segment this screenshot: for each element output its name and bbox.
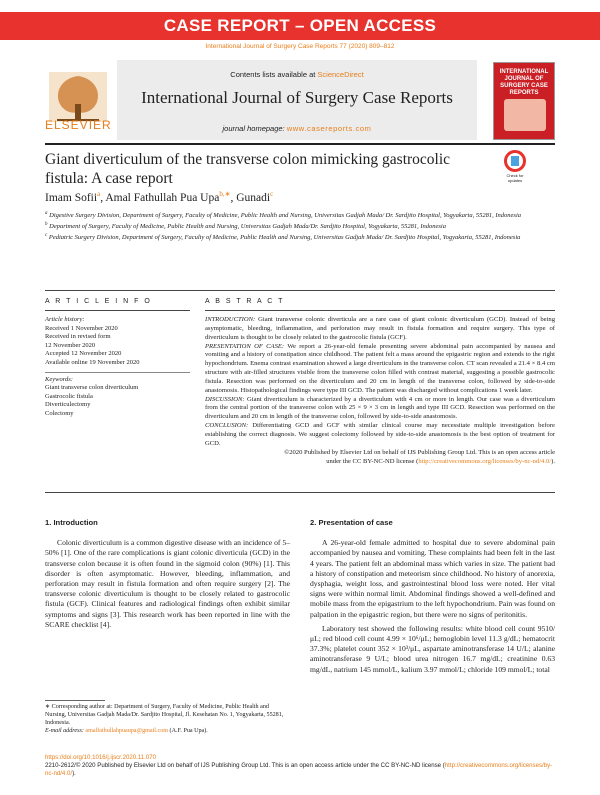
info-divider xyxy=(45,372,190,373)
author-affil-marker[interactable]: b,∗ xyxy=(219,190,231,198)
license-link[interactable]: http://creativecommons.org/licenses/by-nc-nd/4.0/ xyxy=(418,457,552,465)
abstract-discussion: DISCUSSION: Giant diverticulum is characterized by a diverticulum with 4 cm or more in length. Our case was a diverticulum from the central portion of the transverse colon with 25 × 9 × 3 cm in length and type III GCD. Resection was performed on the diverticulum and 20 cm in length of the transverse colon, followed by side-to-side anastomosis. xyxy=(205,395,555,421)
history-label: Article history: xyxy=(45,316,85,323)
journal-homepage xyxy=(117,124,477,133)
author-list: Imam Sofii$^a$, Amal Fathullah Pua Upa$^{b,∗}$, Gunadi$^c$ xyxy=(45,190,274,204)
section-rule xyxy=(45,290,555,291)
cover-graphic xyxy=(504,99,546,131)
doi-link[interactable]: https://doi.org/10.1016/j.ijscr.2020.11.070 xyxy=(45,754,157,761)
abstract-introduction: INTRODUCTION: Giant transverse colonic diverticula are a rare case of giant colonic diverticulum (GCD). Instead of being asymptomatic, bleeding, inflammation, and perforation may result in fistula formation and require surgery. This type of diverticulum is thought to be closely related to the gastrocolic fistula (GCF). xyxy=(205,316,555,341)
author-affil-marker[interactable]: a xyxy=(97,190,101,198)
keyword-item: Diverticulectomy xyxy=(45,401,91,409)
keyword-item: Gastrocolic fistula xyxy=(45,392,93,400)
open-access-banner: CASE REPORT – OPEN ACCESS xyxy=(0,12,600,40)
journal-title: International Journal of Surgery Case Reports xyxy=(141,88,453,107)
journal-cover-image xyxy=(493,62,555,140)
article-info-rule xyxy=(45,310,190,311)
case-heading: 2. Presentation of case xyxy=(310,518,393,527)
footnote-rule xyxy=(45,700,105,701)
header-rule xyxy=(45,143,555,145)
corresponding-address: ∗ Corresponding author at: Department of Surgery, Faculty of Medicine, Public Health and Nursing, Universitas Gadjah Mada/Dr. Sardjito Hospital, Jl. Kesehatan No. 1, Yogyakarta, 55281, Indonesia. xyxy=(45,704,284,726)
email-link[interactable]: amalfathullahpuaupa@gmail.com xyxy=(85,728,169,734)
history-item: Received in revised form xyxy=(45,333,111,341)
homepage-label: journal homepage: xyxy=(222,124,287,133)
case-paragraph: A 26-year-old female admitted to hospital due to severe abdominal pain accompanied by nausea and vomiting. These complaints had been felt in the last 4 years. The patient felt an abdominal mass which varies in size. The patient had a history of constipation and meteorism since childhood. No history of anorexia, dysphagia, weight loss, and gastrointestinal blood loss were noted. Her vital signs were within normal limit. Abdominal findings showed a well-defined and mobile mass from the epigastrium to the left hypochondrium. Pain was found on palpation in the epigastric region, but there were no signs of peritonitis. xyxy=(310,538,555,619)
contents-available-line xyxy=(117,70,477,79)
contents-prefix: Contents lists available at xyxy=(230,70,318,79)
keywords-label: Keywords: xyxy=(45,375,73,383)
footer-license-link[interactable]: http://creativecommons.org/licenses/by-nc-nd/4.0/ xyxy=(45,762,553,777)
article-info xyxy=(45,316,190,419)
check-for-updates-badge[interactable] xyxy=(502,150,528,183)
affiliations xyxy=(45,209,545,242)
history-item: Available online 19 November 2020 xyxy=(45,358,140,366)
case-section xyxy=(310,518,555,679)
publisher-logo-text: ELSEVIER xyxy=(45,118,112,132)
crossmark-icon xyxy=(504,150,526,172)
author-name[interactable]: Amal Fathullah Pua Upa xyxy=(105,191,220,204)
copyright-line: 2210-2612/© 2020 Published by Elsevier Ltd on behalf of IJS Publishing Group Ltd. This is an open access article under the CC BY-NC-ND license (http://creativecommons.org/licenses/by-nc-nd/4.0/). xyxy=(45,762,553,777)
affiliation-item: $^b$ Department of Surgery, Faculty of Medicine, Public Health and Nursing, Universitas Gadjah Mada/Dr. Sardjito Hospital, Yogyakarta, 55281, Indonesia xyxy=(45,222,446,231)
cover-title: INTERNATIONAL JOURNAL OF SURGERY CASE REPORTS xyxy=(499,69,549,96)
affiliation-item: $^a$ Digestive Surgery Division, Department of Surgery, Faculty of Medicine, Public Health and Nursing, Universitas Gadjah Mada/ Dr. Sardjito Hospital, Yogyakarta, 55281, Indonesia xyxy=(45,211,521,220)
history-item: Accepted 12 November 2020 xyxy=(45,350,122,358)
abstract-heading: A B S T R A C T xyxy=(205,298,285,305)
case-paragraph: Laboratory test showed the following results: white blood cell count 9510/μL; red blood cell count 4.99 × 10⁶/μL; hemoglobin level 11.3 g/dL; hematocrit 37.3%; platelet count 352 × 10³/μL, aspartate aminotransferase 14 U/L; alanine aminotransferase 9 U/L; blood urea nitrogen 16.7 mg/dL; creatinine 0.63 mg/dL, natrium 145 mmol/L, kalium 3.97 mmol/L; chloride 109 mmol/L; total xyxy=(310,623,555,674)
article-title: Giant diverticulum of the transverse colon mimicking gastrocolic fistula: A case report xyxy=(45,151,451,187)
abstract-end-rule xyxy=(45,492,555,493)
journal-citation[interactable]: International Journal of Surgery Case Reports 77 (2020) 809–812 xyxy=(205,43,395,50)
page-footer xyxy=(45,754,555,778)
keyword-item: Giant transverse colon diverticulum xyxy=(45,384,139,392)
homepage-link[interactable]: www.casereports.com xyxy=(286,124,372,133)
introduction-paragraph: Colonic diverticulum is a common digestive disease with an incidence of 5–50% [1]. One of the rare complications is giant colonic diverticula (GCD) in the transverse colon because it is often found in the sigmoid colon (90%) [1]. This disorder is often asymptomatic. However, bleeding, inflammation, and perforation may result in fistula formation and often require surgery [2]. The transverse colonic diverticulum is thought to be closely related to gastrocolic fistula (GCF). Clinical features and radiological findings often exhibit similar symptoms and signs [3]. This research work has been reported in line with the SCARE checklist [4]. xyxy=(45,538,290,629)
author-name[interactable]: Gunadi xyxy=(236,191,271,204)
abstract-conclusion: CONCLUSION: Differentiating GCD and GCF with similar clinical course may necessitate multiple investigation before establishing the correct diagnosis. We suggest colectomy followed by side-to-side anastomosis is the best option of treatment for GCD. xyxy=(205,422,555,447)
abstract-license: ©2020 Published by Elsevier Ltd on behalf of IJS Publishing Group Ltd. This is an open access article under the CC BY-NC-ND license (http://creativecommons.org/licenses/by-nc-nd/4.0/). xyxy=(284,448,555,465)
history-item: Received 1 November 2020 xyxy=(45,324,118,332)
history-item: 12 November 2020 xyxy=(45,341,96,349)
abstract-rule xyxy=(205,310,555,311)
introduction-heading: 1. Introduction xyxy=(45,518,98,527)
article-info-heading: A R T I C L E I N F O xyxy=(45,298,152,305)
author-name[interactable]: Imam Sofii xyxy=(45,191,98,204)
affiliation-item: $^c$ Pediatric Surgery Division, Department of Surgery, Faculty of Medicine, Public Health and Nursing, Universitas Gadjah Mada/ Dr. Sardjito Hospital, Yogyakarta, 55281, Indonesia xyxy=(45,233,521,242)
sciencedirect-link[interactable]: ScienceDirect xyxy=(317,70,364,79)
abstract-body xyxy=(205,316,555,466)
journal-header-box xyxy=(117,60,477,140)
check-for-updates-label: Check for updates xyxy=(506,173,524,183)
author-affil-marker[interactable]: c xyxy=(270,190,274,198)
introduction-section xyxy=(45,518,290,634)
corresponding-author-footnote xyxy=(45,703,290,735)
abstract-presentation: PRESENTATION OF CASE: We report a 26-year-old female presenting severe abdominal pain accompanied by nausea and vomiting and a history of constipation since childhood. The patient felt a mass around the epigastric region and extends to the right hypochondrium. Enema contrast examination showed a large diverticulum in the transverse colon. CT scan revealed a 21.4 × 8.4 cm structure with air-filled structures visible from the transverse colon filled with contrast material, suggesting a possible gastrocolic fistula. Resection was performed on the diverticulum and 20 cm in length of the transverse colon, followed by side-to-side anastomosis. Histopathological findings were type III GCD. The patient was discharged without complications 1 week later. xyxy=(205,342,556,394)
keyword-item: Colectomy xyxy=(45,409,74,417)
email-line: E-mail address: amalfathullahpuaupa@gmail.com (A.F. Pua Upa). xyxy=(45,728,208,734)
journal-masthead xyxy=(45,60,555,140)
